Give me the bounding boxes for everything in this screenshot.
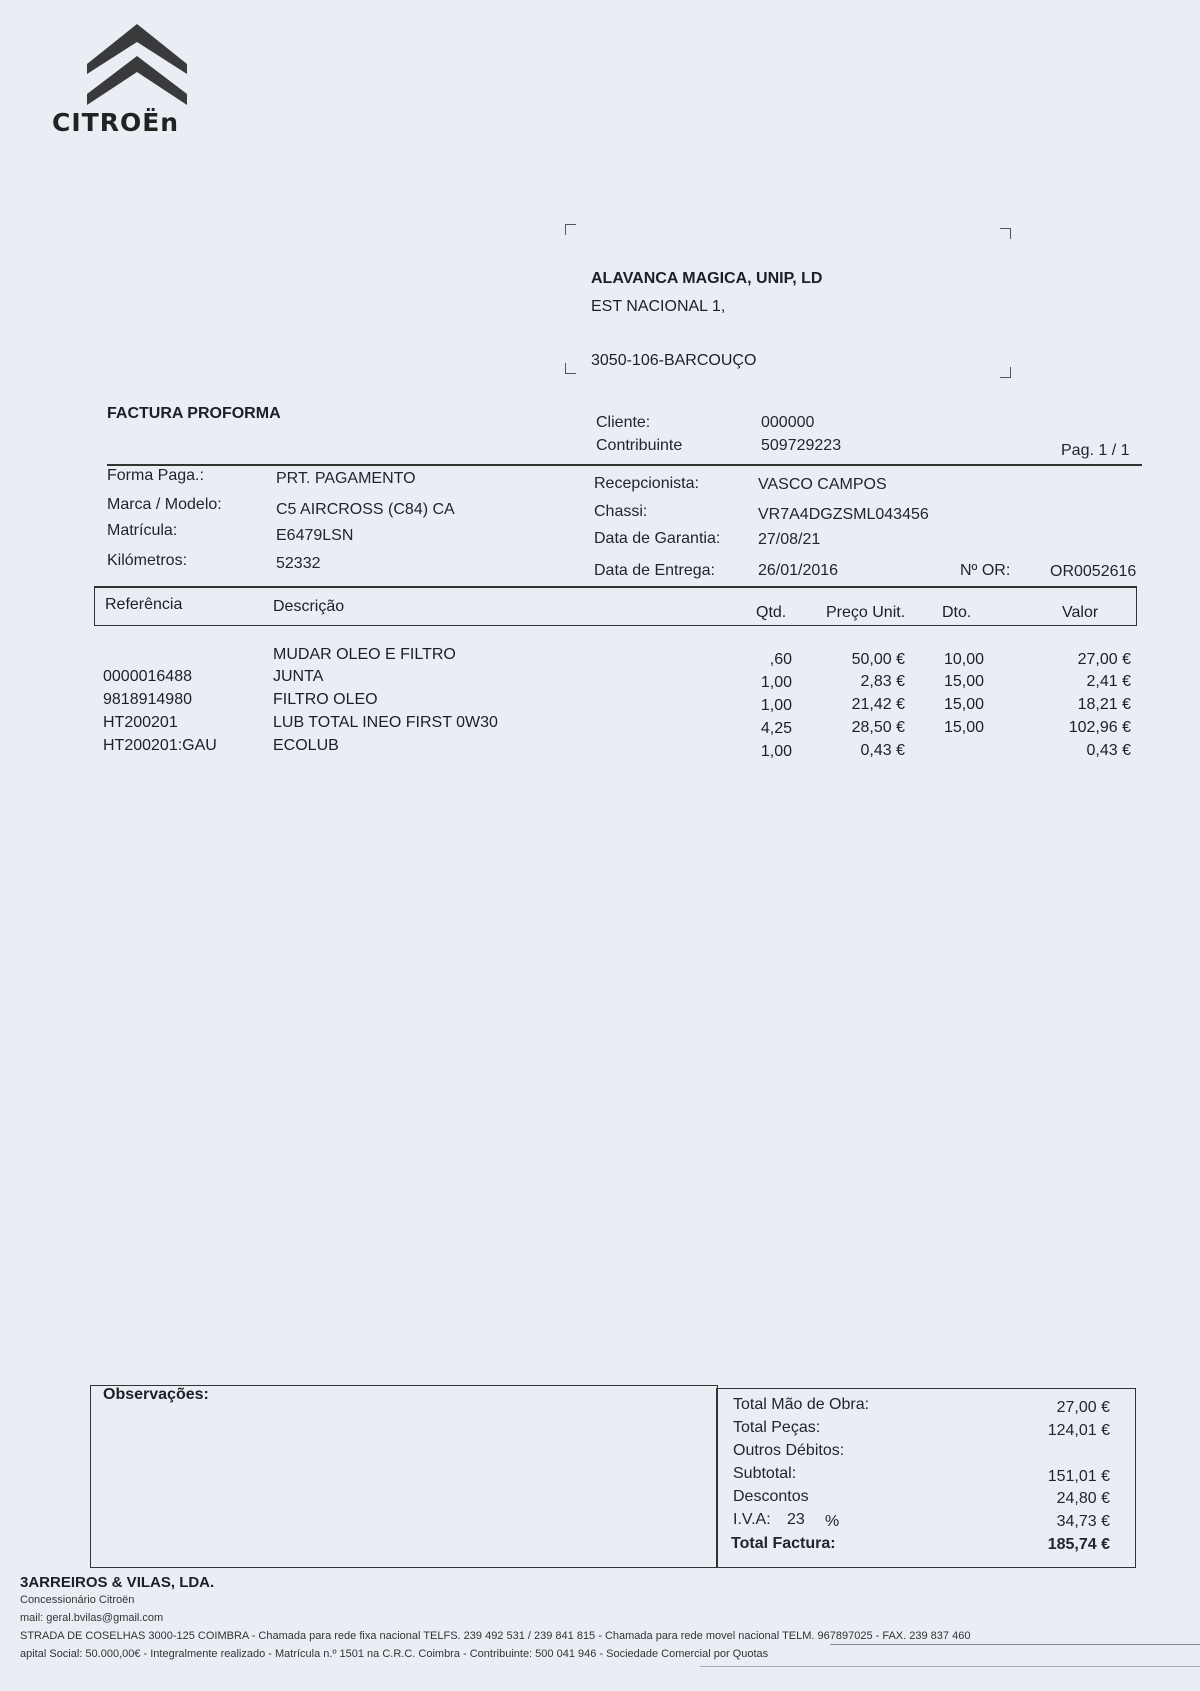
forma-paga-label: Forma Paga.: [107,467,204,484]
row-qtd: 1,00 [760,674,792,691]
iva-percent-sign: % [825,1513,840,1530]
footer-line3: STRADA DE COSELHAS 3000-125 COIMBRA - Chamada para rede fixa nacional TELFS. 239 492 531 / 239 841 815 - Chamada para rede movel nacional TELM. 967897025 - FAX. 239 837 460 [20,1630,971,1642]
row-preco: 2,83 € [860,673,905,690]
kilometros-value: 52332 [276,555,321,572]
row-description: FILTRO OLEO [273,691,378,708]
observacoes-box [90,1385,718,1568]
row-valor: 0,43 € [1086,742,1131,759]
row-dto: 15,00 [944,673,985,690]
data-garantia-value: 27/08/21 [758,531,821,548]
row-preco: 0,43 € [860,742,905,759]
col-header-dto: Dto. [942,604,972,621]
total-mao-obra-value: 27,00 € [1056,1399,1110,1416]
row-reference: HT200201:GAU [103,737,217,754]
row-qtd: 1,00 [760,743,792,760]
row-description: JUNTA [273,668,324,685]
row-dto: 15,00 [944,719,985,736]
col-header-referencia: Referência [105,596,183,613]
or-label: Nº OR: [960,562,1011,579]
footer-line2: mail: geral.bvilas@gmail.com [20,1612,164,1624]
row-preco: 50,00 € [851,651,905,668]
recipient-address-line2: 3050-106-BARCOUÇO [591,352,757,369]
footer-line1: Concessionário Citroën [20,1594,135,1606]
matricula-label: Matrícula: [107,522,178,539]
cliente-value: 000000 [761,414,815,431]
corner-mark [1000,228,1011,239]
row-valor: 2,41 € [1086,673,1131,690]
observacoes-label: Observações: [103,1386,209,1403]
data-entrega-label: Data de Entrega: [594,562,715,579]
col-header-qtd: Qtd. [756,604,787,621]
total-factura-label: Total Factura: [731,1535,836,1552]
recipient-name: ALAVANCA MAGICA, UNIP, LD [591,270,823,287]
subtotal-label: Subtotal: [733,1465,797,1482]
descontos-value: 24,80 € [1056,1490,1110,1507]
contribuinte-value: 509729223 [761,437,842,454]
chassi-label: Chassi: [594,503,648,520]
total-factura-value: 185,74 € [1047,1536,1110,1553]
row-reference: HT200201 [103,714,178,731]
cliente-label: Cliente: [596,414,651,431]
corner-mark [565,224,576,235]
data-entrega-value: 26/01/2016 [758,562,839,579]
row-valor: 18,21 € [1077,696,1131,713]
row-valor: 27,00 € [1077,651,1131,668]
row-reference: 9818914980 [103,691,192,708]
row-qtd: 4,25 [760,720,792,737]
brand-wordmark: CITROËn [52,108,180,137]
recepcionista-value: VASCO CAMPOS [758,476,887,493]
row-qtd: ,60 [769,651,792,668]
marca-modelo-label: Marca / Modelo: [107,496,222,513]
row-preco: 28,50 € [851,719,905,736]
iva-value: 34,73 € [1056,1513,1110,1530]
iva-rate: 23 [787,1511,805,1528]
col-header-valor: Valor [1062,604,1099,621]
row-valor: 102,96 € [1068,719,1131,736]
col-header-descricao: Descrição [273,598,345,615]
row-description: LUB TOTAL INEO FIRST 0W30 [273,714,498,731]
document-title: FACTURA PROFORMA [107,405,281,422]
col-header-preco: Preço Unit. [826,604,906,621]
total-pecas-value: 124,01 € [1047,1422,1110,1439]
page-number: Pag. 1 / 1 [1061,442,1130,459]
total-mao-obra-label: Total Mão de Obra: [733,1396,870,1413]
outros-debitos-label: Outros Débitos: [733,1442,845,1459]
corner-mark [565,363,576,374]
footer-company: 3ARREIROS & VILAS, LDA. [20,1574,215,1591]
matricula-value: E6479LSN [276,527,354,544]
footer-line4: apital Social: 50.000,00€ - Integralmente realizado - Matrícula n.º 1501 na C.R.C. Coimbra - Contribuinte: 500 041 946 - Sociedade Comercial por Quotas [20,1648,769,1660]
table-header-box [94,586,1137,626]
or-value: OR0052616 [1050,563,1137,580]
corner-mark [1000,367,1011,378]
chassi-value: VR7A4DGZSML043456 [758,506,929,523]
marca-modelo-value: C5 AIRCROSS (C84) CA [276,501,455,518]
kilometros-label: Kilómetros: [107,552,188,569]
iva-label: I.V.A: [733,1511,771,1528]
divider [830,1644,1200,1645]
row-dto: 15,00 [944,696,985,713]
divider [700,1666,1200,1667]
row-description: ECOLUB [273,737,339,754]
recepcionista-label: Recepcionista: [594,475,699,492]
contribuinte-label: Contribuinte [596,437,683,454]
divider [107,464,1142,466]
data-garantia-label: Data de Garantia: [594,530,721,547]
subtotal-value: 151,01 € [1047,1468,1110,1485]
forma-paga-value: PRT. PAGAMENTO [276,470,416,487]
descontos-label: Descontos [733,1488,809,1505]
row-reference: 0000016488 [103,668,192,685]
row-description: MUDAR OLEO E FILTRO [273,646,456,663]
row-qtd: 1,00 [760,697,792,714]
divider [94,586,1137,588]
row-preco: 21,42 € [851,696,905,713]
row-dto: 10,00 [944,651,985,668]
total-pecas-label: Total Peças: [733,1419,821,1436]
recipient-address-line1: EST NACIONAL 1, [591,298,726,315]
